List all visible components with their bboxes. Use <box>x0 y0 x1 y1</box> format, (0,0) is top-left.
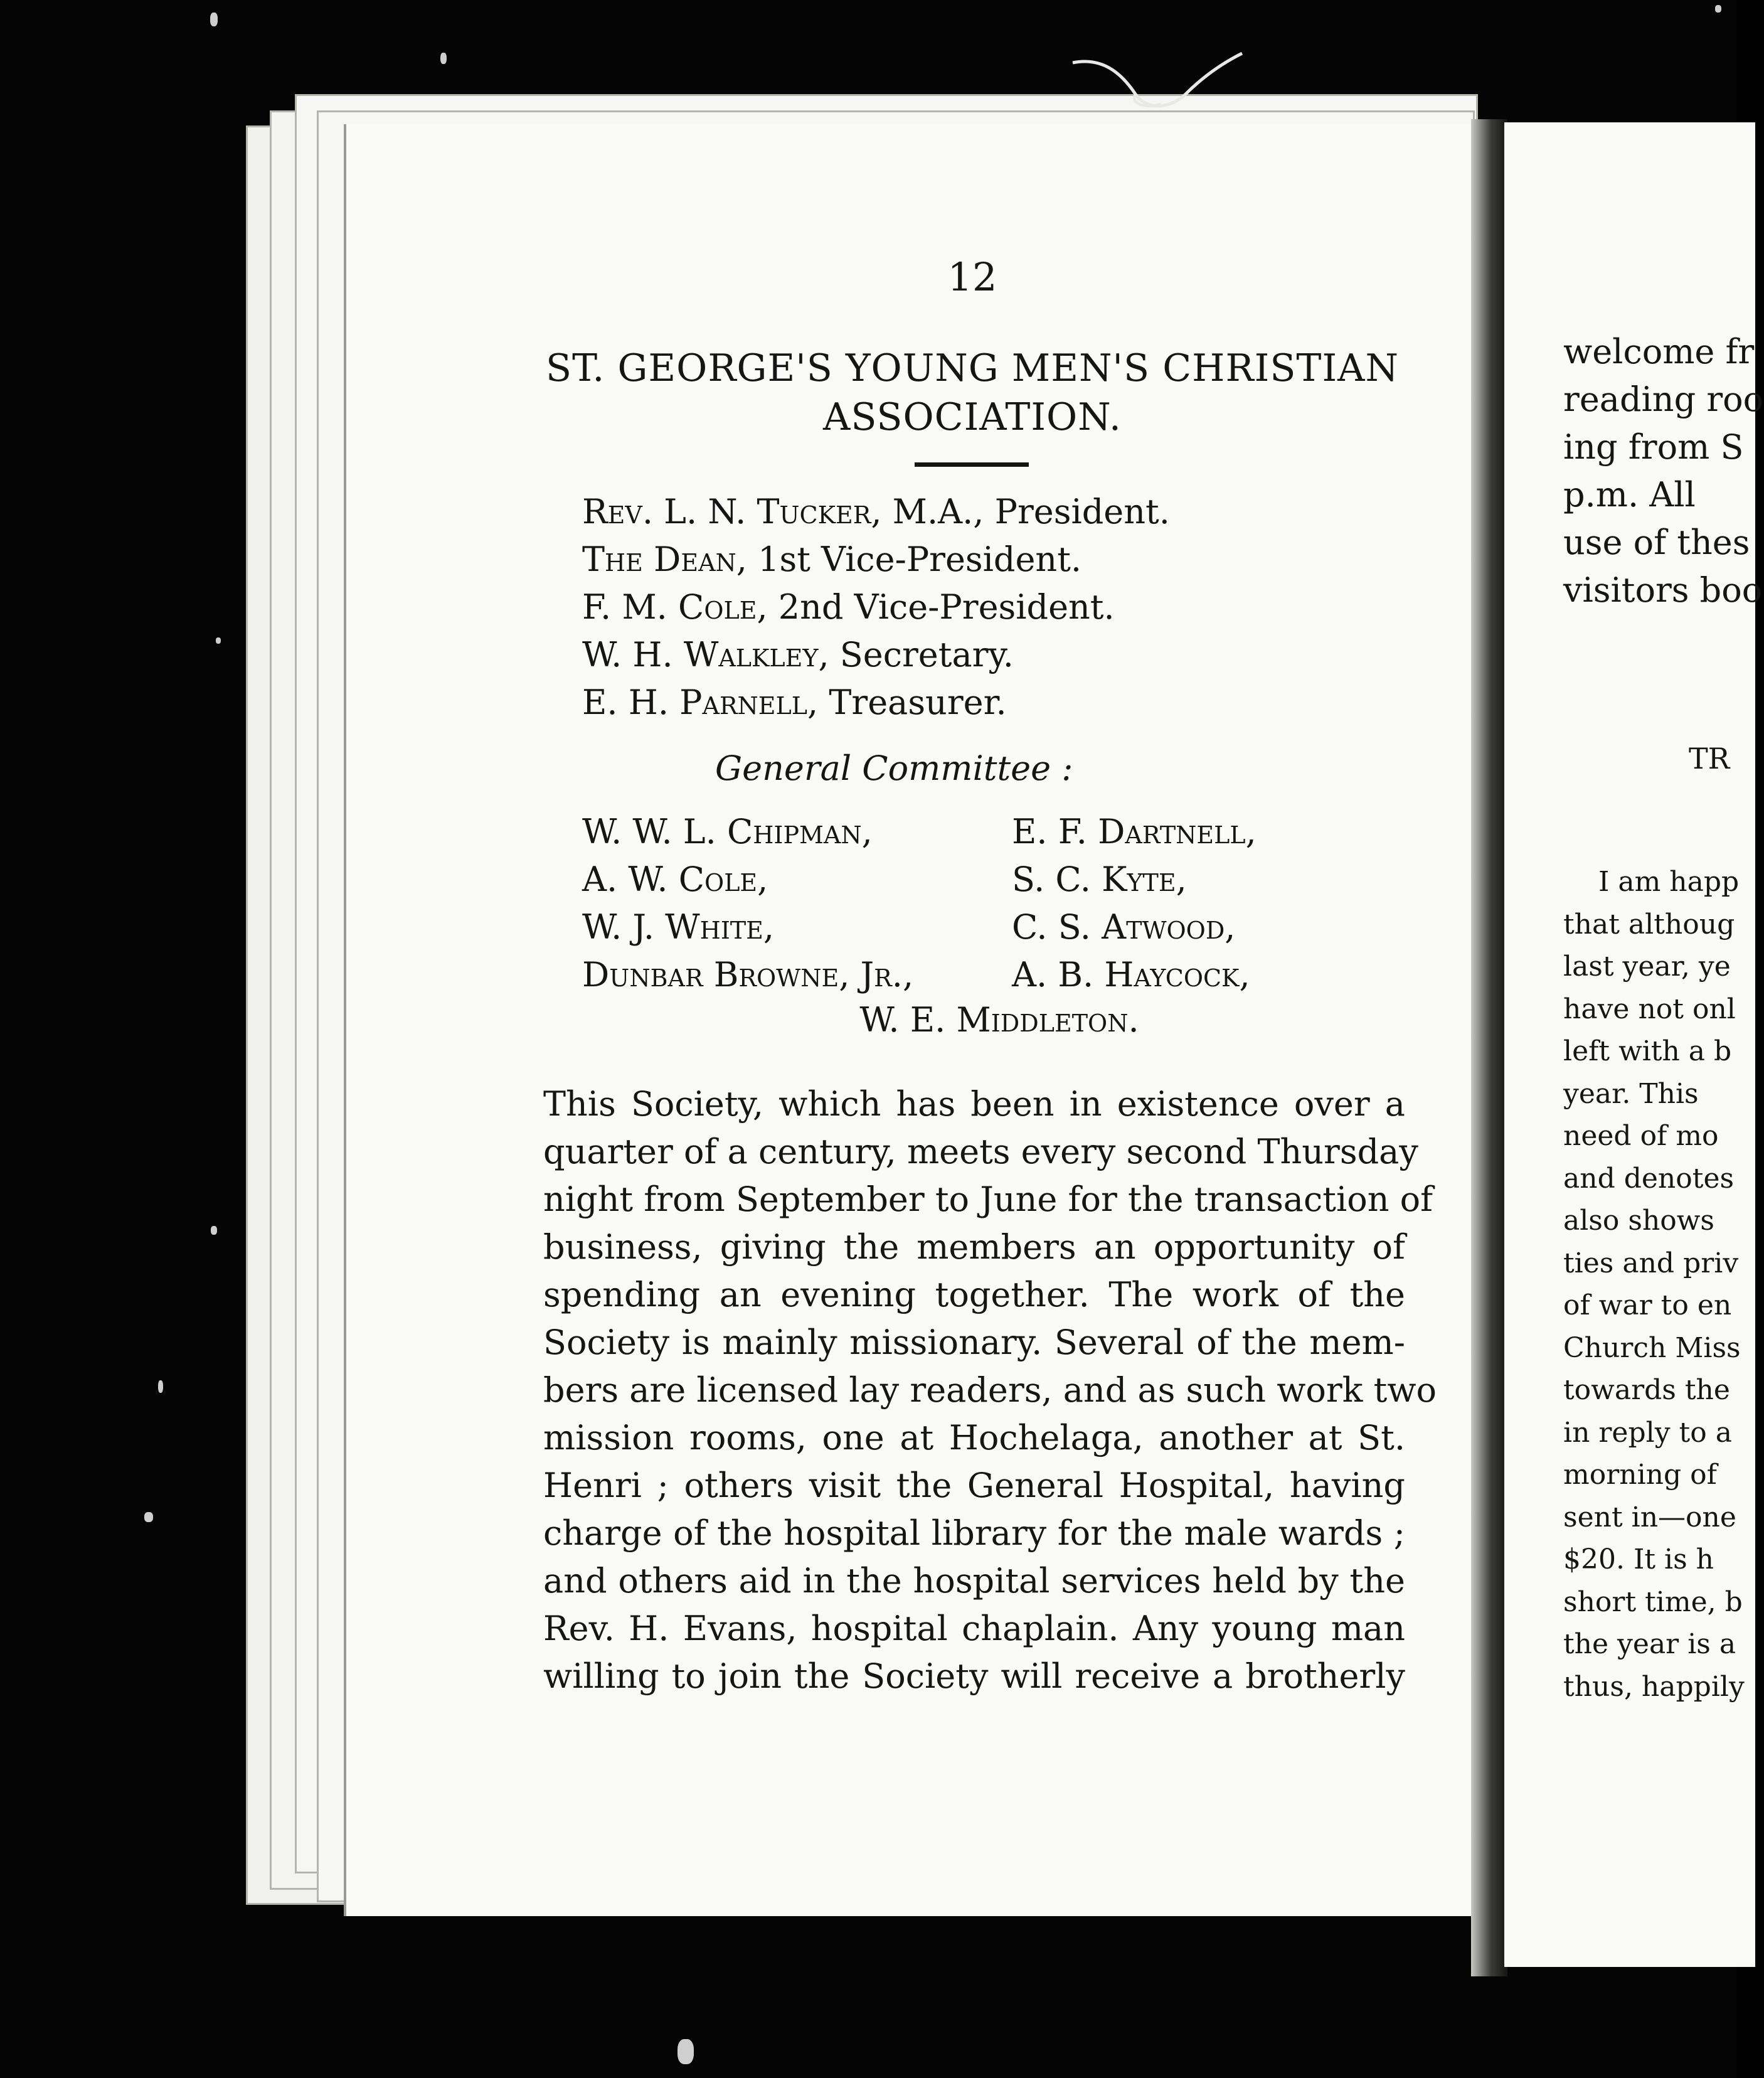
officer-name: Rev. L. N. Tucker <box>582 492 871 531</box>
body-line: and others aid in the hospital services held by the <box>543 1561 1405 1601</box>
text-line: I am happ <box>1598 866 1740 898</box>
committee-list <box>582 807 1423 998</box>
title-line: ST. GEORGE'S YOUNG MEN'S CHRISTIAN <box>546 346 1399 390</box>
text-line: in reply to a <box>1563 1416 1732 1449</box>
body-line: charge of the hospital library for the male wards ; <box>543 1513 1405 1553</box>
body-paragraph <box>543 1080 1437 1700</box>
officer-entry <box>582 536 1398 583</box>
officer-role: , 2nd Vice-President. <box>757 587 1115 627</box>
officer-name: The Dean <box>582 540 736 579</box>
committee-row <box>582 855 1423 903</box>
text-line: ing from S <box>1563 427 1744 467</box>
officer-role: , M.A., President. <box>871 492 1170 531</box>
text-line: towards the <box>1563 1374 1730 1406</box>
officer-role: , Secretary. <box>818 635 1014 674</box>
committee-row <box>582 903 1423 951</box>
officer-entry <box>582 631 1398 679</box>
text-line: of war to en <box>1563 1289 1732 1321</box>
page-title <box>539 344 1405 442</box>
body-line: This Society, which has been in existence over a <box>543 1084 1405 1124</box>
dust-speck <box>677 2039 694 2064</box>
officer-role: , Treasurer. <box>807 683 1007 722</box>
dust-speck <box>144 1512 153 1522</box>
text-line: that althoug <box>1563 908 1735 940</box>
committee-member: A. W. Cole, <box>582 859 768 899</box>
body-line: willing to join the Society will receive a brotherly <box>543 1656 1405 1696</box>
committee-member: W. J. White, <box>582 907 775 947</box>
binding-thread <box>1066 44 1255 119</box>
right-page-heading: TR <box>1689 742 1730 775</box>
committee-row <box>582 951 1423 998</box>
body-line: bers are licensed lay readers, and as such work two <box>543 1370 1437 1410</box>
text-line: year. This <box>1563 1077 1699 1110</box>
title-line: ASSOCIATION. <box>823 395 1122 439</box>
body-line: night from September to June for the transaction of <box>543 1180 1433 1219</box>
text-line: the year is a <box>1563 1628 1736 1660</box>
text-line: sent in—one <box>1563 1501 1736 1533</box>
body-line: Henri ; others visit the General Hospital, having <box>543 1466 1405 1505</box>
dust-speck <box>158 1380 163 1393</box>
officer-name: F. M. Cole <box>582 587 757 627</box>
text-line: need of mo <box>1563 1120 1719 1152</box>
body-line: spending an evening together. The work of the <box>543 1275 1405 1314</box>
book-gutter <box>1471 119 1507 1976</box>
officer-entry <box>582 679 1398 727</box>
committee-member: W. W. L. Chipman, <box>582 811 873 851</box>
title-rule <box>915 462 1029 467</box>
officer-entry <box>582 583 1398 631</box>
dust-speck <box>440 53 447 64</box>
body-line: mission rooms, one at Hochelaga, another at St. <box>543 1418 1405 1457</box>
committee-member: E. F. Dartnell, <box>1012 811 1257 851</box>
text-line: left with a b <box>1563 1035 1732 1067</box>
text-line: and denotes <box>1563 1162 1735 1195</box>
committee-member: Dunbar Browne, Jr., <box>582 954 914 994</box>
body-line: business, giving the members an opportunity of <box>543 1227 1405 1267</box>
right-page-small-text <box>1563 861 1751 1708</box>
text-line: p.m. All <box>1563 475 1696 514</box>
text-line: use of thes <box>1563 523 1750 562</box>
committee-row <box>582 807 1423 855</box>
text-line: welcome fr <box>1563 332 1755 371</box>
text-line: have not onl <box>1563 993 1736 1025</box>
text-line: also shows <box>1563 1205 1715 1237</box>
committee-heading: General Committee : <box>715 749 1073 788</box>
committee-member: S. C. Kyte, <box>1012 859 1187 899</box>
dust-speck <box>210 13 218 26</box>
text-line: reading roo <box>1563 380 1764 419</box>
body-line: Rev. H. Evans, hospital chaplain. Any young man <box>543 1609 1405 1648</box>
text-line: short time, b <box>1563 1585 1743 1618</box>
text-line: thus, happily <box>1563 1670 1745 1703</box>
body-line: Society is mainly missionary. Several of the mem- <box>543 1323 1405 1362</box>
officer-role: , 1st Vice-President. <box>736 540 1082 579</box>
officer-name: W. H. Walkley <box>582 635 819 674</box>
text-line: $20. It is h <box>1563 1543 1714 1575</box>
dust-speck <box>211 1226 217 1235</box>
text-line: morning of <box>1563 1459 1717 1491</box>
dust-speck <box>216 637 221 644</box>
committee-member: C. S. Atwood, <box>1012 907 1236 947</box>
page-number: 12 <box>947 254 997 300</box>
officers-list <box>582 488 1398 727</box>
text-line: last year, ye <box>1563 951 1731 983</box>
committee-member-last: W. E. Middleton. <box>859 1000 1139 1040</box>
right-page-top-text <box>1563 328 1764 614</box>
text-line: visitors boo <box>1563 570 1763 610</box>
dust-speck <box>1715 5 1721 13</box>
officer-name: E. H. Parnell <box>582 683 808 722</box>
text-line: ties and priv <box>1563 1247 1739 1279</box>
body-line: quarter of a century, meets every second Thursday <box>543 1132 1418 1171</box>
officer-entry <box>582 488 1398 536</box>
committee-member: A. B. Haycock, <box>1012 954 1250 994</box>
text-line: Church Miss <box>1563 1331 1741 1364</box>
